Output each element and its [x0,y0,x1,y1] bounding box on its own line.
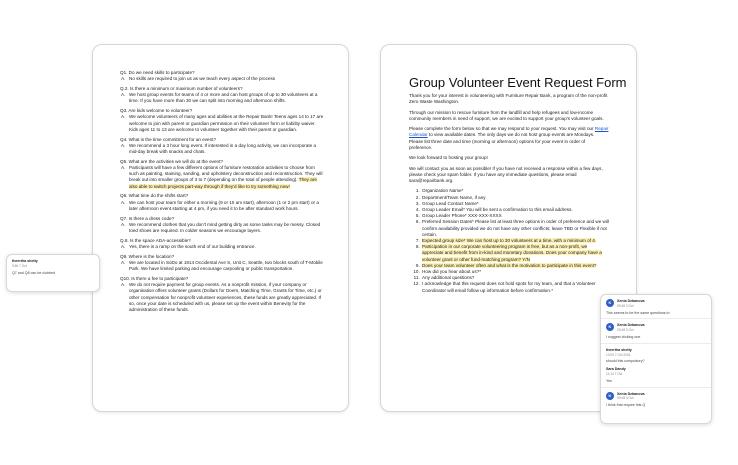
highlighted-text[interactable]: Expected group size* We can host up to 30 volunteers at a time, with a minimum of 4. [422,238,597,243]
form-field-list [409,188,609,293]
comment-date: 9:56 7 Oct [12,263,27,268]
faq-answer: We do not require payment for group events. As a nonprofit mission, if your company or organisation offers volunteer grants (Dollars for Doers, Matching Time, Grants for Time, etc.) or other compensation for nonprofit volunteer experiences, these funds are greatly appreciated. If so, once your date is scheduled with us, please set up the event within Benevity for the administration of these funds. [129,282,322,313]
answer-letter: A. [121,244,126,250]
intro-paragraph: We look forward to hosting your group! [409,155,488,161]
comment-author: theertha shetty [12,259,38,263]
comment-author: Xenia Dzbanova [617,391,645,396]
faq-answer [129,165,325,190]
answer-letter: A. [121,142,126,148]
comment-date: 10:05 7 Oct 2024 [606,352,631,357]
intro-paragraph: Thank you for your interest in volunteering with Furniture Repair Bank, a program of the non-profit Zero Waste Washington. [409,93,608,105]
faq-answer: We recommend clothes that you don't mind getting dirty as some tasks may be messy. Closed toed shoes are required. In colder seasons we encourage layers. [129,221,321,234]
form-field-item: 2. Department/Team Name, if any [421,195,609,201]
comment-thread[interactable] [600,294,712,424]
faq-question: Q9. Where is the location? [120,253,175,259]
repair-calendar-link[interactable]: Repair Calendar [409,126,609,138]
avatar: K [606,392,614,400]
intro-paragraph: We will contact you as soon as possible! If you have not received a response within a few days, please check your spam folder. If you have any immediate questions, please email sara@repairbank.org. [409,165,603,183]
answer-letter: A. [121,76,126,82]
comment-card[interactable] [6,254,100,292]
faq-question: Q5. What are the activities we will do at the event? [120,158,223,164]
form-field-item-highlighted[interactable] [421,244,609,263]
comment-entry[interactable] [601,295,711,318]
faq-question: Q6. What time do the shifts start? [120,193,189,199]
form-field-item: 12. I acknowledge that this request does not hold spots for my team, and that a Volunteer Coordinator will email follow up information before confirmation.* [421,281,609,293]
avatar: K [606,299,614,307]
intro-text: Please complete the form below so that we may respond to your request. You may visit our [409,126,595,132]
faq-page [92,44,349,412]
answer-letter: A. [121,282,126,288]
comment-date: 09:48 3 Oct [617,303,634,308]
comment-author: Sara Dandy [606,367,626,372]
comment-date: 09:48 3 Oct [617,396,634,401]
faq-question: Q3. Are kids welcome to volunteer? [120,108,193,114]
comment-author: theertha shetty [606,347,632,352]
faq-list [120,70,325,317]
form-field-item: 11. Any additional questions? [421,275,609,281]
faq-answer: We host group events for teams of 4 or more and can host groups of up to 30 volunteers at a time. If you have more than 30 we can split into morning and afternoon shifts. [129,92,318,104]
comment-text: This seems to be the same questions to [606,310,670,315]
answer-letter: A. [121,221,126,227]
highlighted-text[interactable]: Participation in our corporate volunteering program is free, but as a non-profit, we appreciate and benefit from in-kind and monetary donations. Does your company have a volunteer grant or other fund-matching program? Y/N [422,244,602,262]
answer-letter: A. [121,199,126,205]
faq-question: Q4. What is the time commitment for an event? [120,136,216,142]
faq-answer: We recommend a 3 hour long event. If interested in a day long activity, we can incorporate a mid-day break with snacks and chats. [129,142,316,155]
answer-letter: A. [121,114,126,120]
comment-text: I think that require this Q [606,403,646,408]
faq-question: Q.8. Is the space ADA-accessible? [120,237,191,243]
comment-entry[interactable] [601,318,711,342]
faq-question: Q1. Do we need skills to participate? [120,70,195,75]
request-form-page [380,44,637,412]
highlighted-text[interactable]: They are also able to switch projects part-way through if they'd like to try something new! [129,177,317,189]
comment-author: Xenia Dzbanova [617,299,645,303]
faq-question: Q7. Is there a dress code? [120,215,175,221]
comment-date: 11:14 7 Oct [606,371,623,376]
form-field-item: 4. Group Leader Email* You will be sent a confirmation to this email address. [421,207,609,213]
comment-author: Xenia Dzbanova [617,323,645,328]
comment-text: I suggest clicking one [606,334,641,339]
intro-text: to view available dates. The only days we do not host group events are Mondays. Please list three date and time (morning or afternoon) options for your event in order of preference. [409,132,595,150]
faq-answer: No skills are required to join us as we teach every aspect of the process [129,76,276,82]
faq-answer: Yes, there is a ramp on the south end of our building entrance. [129,244,256,250]
comment-text: should this compulsory? [606,359,645,364]
intro-paragraph: Through our mission to rescue furniture from the landfill and help refugees and low-income community members in need of support, we are excited to support your group's volunteer goals. [409,109,604,121]
comment-entry[interactable] [601,387,711,411]
form-field-item: 3. Group Lead Contact Name* [421,201,609,207]
faq-question: Q.2. Is there a minimum or maximum number of volunteers? [120,86,243,91]
comment-entry[interactable] [601,343,711,387]
comment-text: Yes [606,378,612,383]
answer-letter: A. [121,92,126,98]
faq-answer: We can host your team for either a morning (9 or 10 am start), afternoon (1 or 2 pm start) or a later afternoon event starting at 4 pm, if you need it to be after standard work hours. [129,199,319,211]
avatar: K [606,323,614,331]
form-field-item: 5. Group Leader Phone* XXX-XXX-XXXX [421,213,609,219]
faq-answer-plain: Participants will have a few different options of furniture restoration activities to choose from such as painting, staining, sanding, and upholstery deconstruction and reconstruction. They will break out into smaller groups of 3 to 7 (depending on the total of people attending). [129,165,323,183]
comment-date: 09:48 3 Oct [617,328,634,333]
answer-letter: A. [121,260,126,266]
comment-text: Q7 and Q8 can be clubbed [12,270,55,275]
faq-answer: We are located in SoDo at 1914 Occidental Ave S, Unit C, Seattle, two blocks south of T-Mobile Park. We have limited parking and encourage carpooling or public transportation. [129,260,323,272]
intro-paragraph [409,126,609,151]
answer-letter: A. [121,165,126,171]
form-field-item: 1. Organization Name* [421,188,609,194]
form-field-item: 6. Preferred Session Dates* Please list at least three options in order of preference and we will confirm availability provided we do not have any other conflicts; leave TBD or Flexible if not certain. [421,219,609,238]
form-field-item: 10. How did you hear about us?* [421,269,609,275]
faq-question: Q10. Is there a fee to participate? [120,276,189,282]
page-title: Group Volunteer Event Request Form [409,75,627,90]
request-form [409,75,627,294]
faq-answer: We welcome volunteers of many ages and abilities at the Repair Bank! Teens ages 14 to 17 are welcome to join with parent or guardian permission on their volunteer form or liability waiver. Kids ages 11 to 13 are welcome to volunteer together with their parent or guardian. [129,114,324,132]
highlighted-text[interactable]: Does your team volunteer often and what is the motivation to participate in this event? [422,262,597,268]
